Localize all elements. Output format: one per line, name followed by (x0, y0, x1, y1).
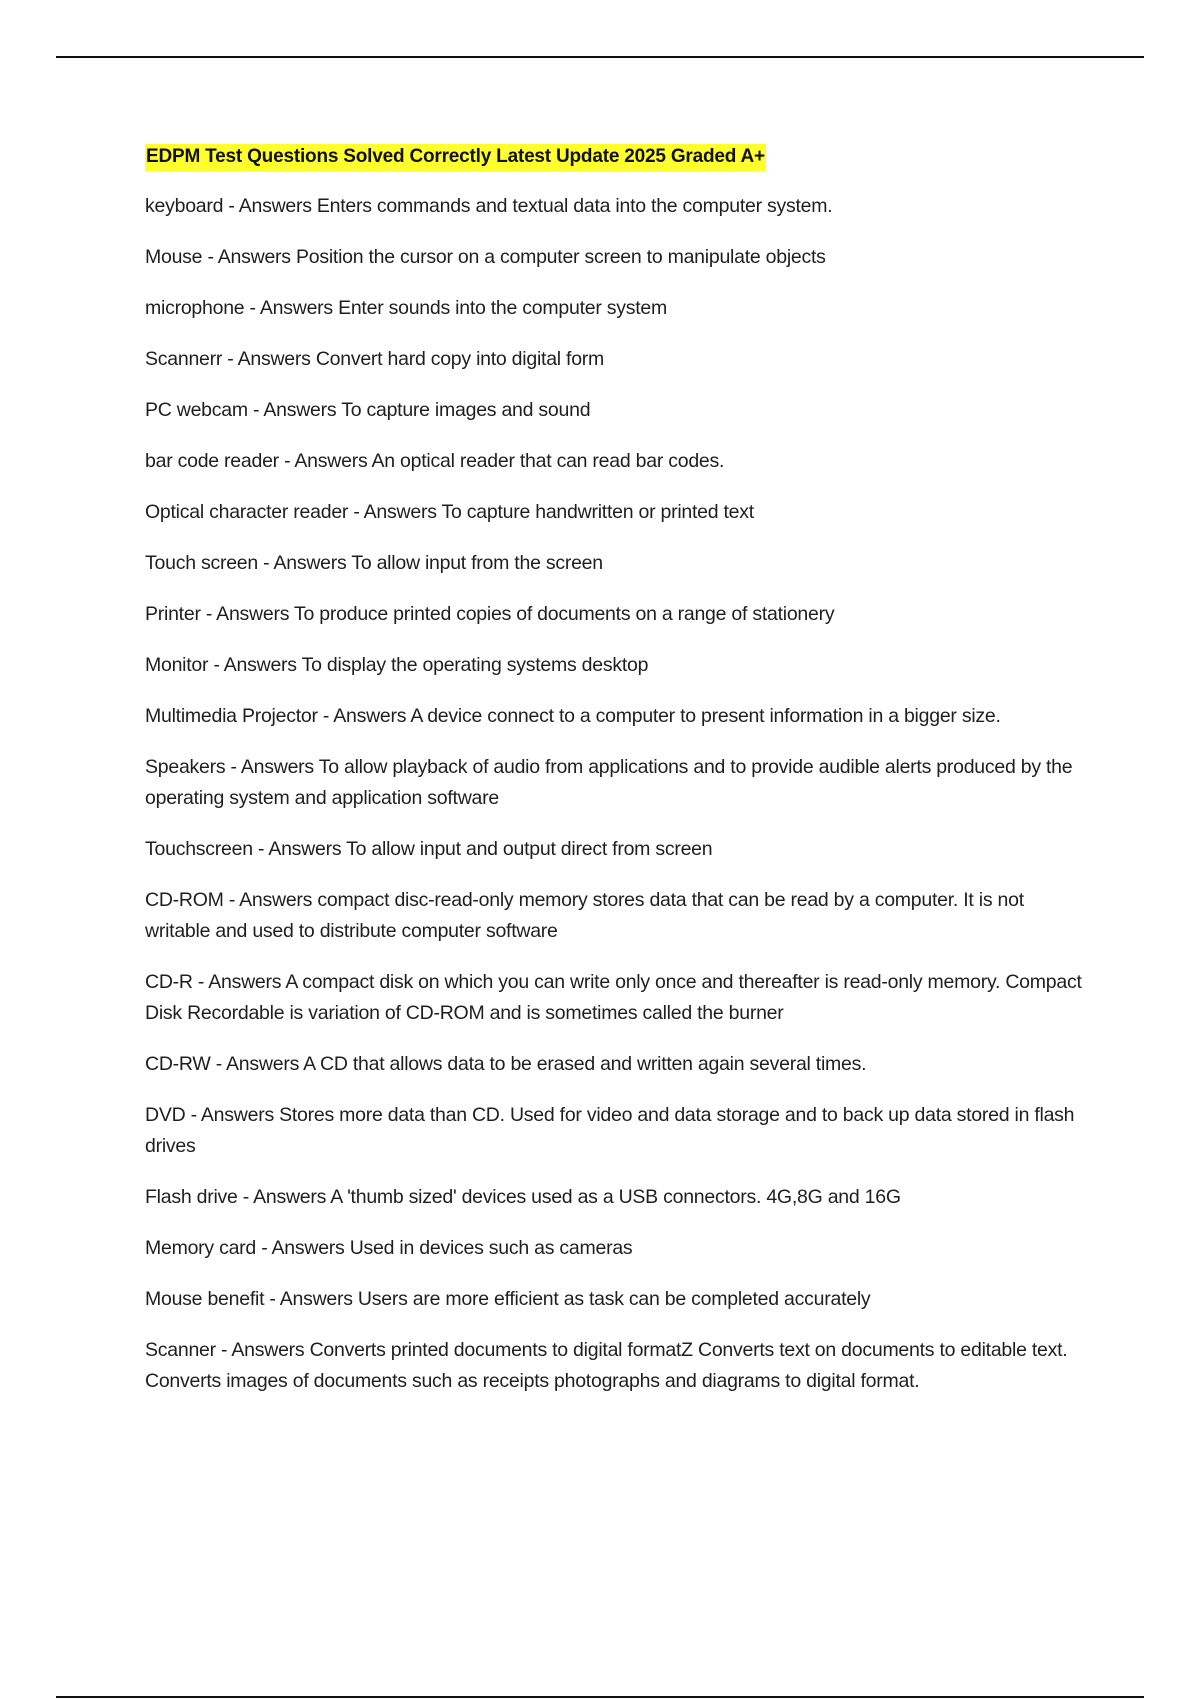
qa-entry-microphone: microphone - Answers Enter sounds into the computer system (145, 297, 667, 319)
document-body (145, 144, 1085, 1417)
qa-list (145, 191, 1085, 1397)
qa-entry-speakers: Speakers - Answers To allow playback of audio from applications and to provide audible alerts produced by the operating system and application software (145, 756, 1073, 809)
qa-entry-flash-drive: Flash drive - Answers A 'thumb sized' devices used as a USB connectors. 4G,8G and 16G (145, 1186, 901, 1208)
qa-entry-scannerr: Scannerr - Answers Convert hard copy into digital form (145, 348, 605, 370)
qa-entry-multimedia-projector: Multimedia Projector - Answers A device connect to a computer to present information in a bigger size. (145, 705, 1001, 727)
qa-entry-bar-code-reader: bar code reader - Answers An optical reader that can read bar codes. (145, 450, 725, 472)
qa-entry-mouse: Mouse - Answers Position the cursor on a computer screen to manipulate objects (145, 246, 826, 268)
qa-entry-memory-card: Memory card - Answers Used in devices such as cameras (145, 1237, 633, 1259)
qa-entry-cd-rw: CD-RW - Answers A CD that allows data to be erased and written again several times. (145, 1053, 867, 1075)
qa-entry-optical-character-reader: Optical character reader - Answers To capture handwritten or printed text (145, 501, 754, 523)
qa-entry-scanner: Scanner - Answers Converts printed documents to digital formatZ Converts text on documents to editable text. Converts images of documents such as receipts photographs and diagrams to digital format. (145, 1339, 1068, 1392)
header-rule (56, 56, 1144, 58)
qa-entry-cd-rom: CD-ROM - Answers compact disc-read-only memory stores data that can be read by a computer. It is not writable and used to distribute computer software (145, 889, 1024, 942)
qa-entry-pc-webcam: PC webcam - Answers To capture images and sound (145, 399, 591, 421)
qa-entry-keyboard: keyboard - Answers Enters commands and textual data into the computer system. (145, 195, 833, 217)
footer-rule (56, 1696, 1144, 1698)
qa-entry-monitor: Monitor - Answers To display the operating systems desktop (145, 654, 649, 676)
document-title: EDPM Test Questions Solved Correctly Latest Update 2025 Graded A+ (145, 144, 766, 171)
qa-entry-printer: Printer - Answers To produce printed copies of documents on a range of stationery (145, 603, 835, 625)
qa-entry-cd-r: CD-R - Answers A compact disk on which you can write only once and thereafter is read-only memory. Compact Disk Recordable is variation of CD-ROM and is sometimes called the burner (145, 971, 1082, 1024)
qa-entry-dvd: DVD - Answers Stores more data than CD. Used for video and data storage and to back up data stored in flash drives (145, 1104, 1075, 1157)
qa-entry-touchscreen: Touchscreen - Answers To allow input and output direct from screen (145, 838, 713, 860)
qa-entry-mouse-benefit: Mouse benefit - Answers Users are more efficient as task can be completed accurately (145, 1288, 871, 1310)
qa-entry-touch-screen: Touch screen - Answers To allow input from the screen (145, 552, 603, 574)
